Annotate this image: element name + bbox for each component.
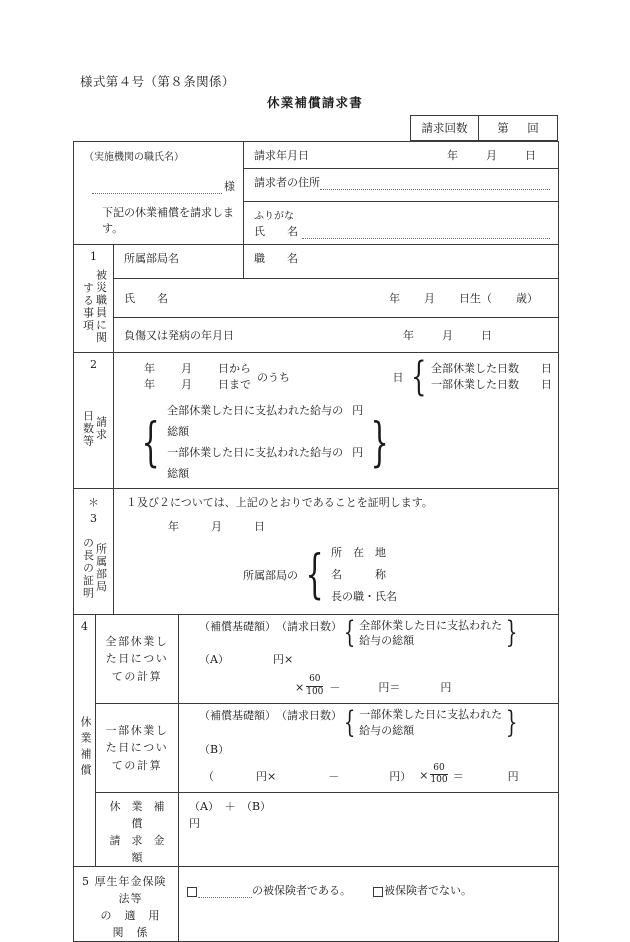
- leave-days-group: [406, 354, 552, 400]
- full-frac-denominator: 100: [306, 686, 324, 697]
- brace-partial-paid-right-icon: }: [505, 704, 518, 740]
- brace-dept-icon: {: [305, 544, 324, 605]
- header-row-1: [74, 142, 559, 169]
- full-minus: －: [329, 681, 341, 695]
- birth-day: 日生（: [459, 292, 492, 305]
- cert-day: 日: [254, 519, 265, 533]
- position-label: 職 名: [254, 252, 298, 265]
- full-yen-times: 円×: [272, 653, 294, 667]
- period-from[interactable]: [144, 361, 251, 377]
- section1-row-3: [74, 318, 559, 353]
- claim-count-value[interactable]: [479, 116, 557, 140]
- section2-content[interactable]: [114, 353, 559, 489]
- full-calc-row-label: 全部休業した日についての計算: [105, 634, 169, 683]
- section1-row-2: [74, 279, 559, 318]
- claimant-address-input[interactable]: [320, 178, 550, 190]
- brace-paid-right-icon: }: [505, 614, 518, 650]
- section5-options-cell[interactable]: [179, 867, 559, 942]
- agency-cell[interactable]: [74, 142, 244, 245]
- full-pay-total-label: 全部休業した日に支払われた給与の総額: [167, 404, 344, 438]
- honorific: 様: [224, 180, 235, 193]
- insured-checkbox[interactable]: [187, 887, 197, 897]
- dept-location[interactable]: 所 在 地: [331, 545, 387, 559]
- certification-text: １及び２については、上記のとおりであることを証明します。: [126, 495, 433, 509]
- section5-label-cell: [74, 867, 179, 942]
- partial-claim-days-label: （請求日数）: [276, 709, 342, 723]
- brace-left-icon: {: [410, 354, 426, 400]
- section3-label: [74, 488, 114, 614]
- full-yen-equals: 円＝: [378, 681, 401, 695]
- partial-pay-total-unit: 円: [352, 445, 364, 459]
- section3-row: [74, 488, 559, 614]
- age-value: 歳）: [516, 292, 538, 305]
- position-cell[interactable]: [244, 245, 559, 279]
- from-year: 年: [144, 362, 155, 376]
- partial-calc-row-label-cell: [96, 704, 179, 793]
- full-base-amount-label: （補償基礎額）: [199, 619, 276, 633]
- partial-calc-row-label: 一部休業した日についての計算: [105, 723, 169, 772]
- partial-leave-days[interactable]: [431, 377, 552, 393]
- partial-calc-cell[interactable]: [179, 704, 559, 793]
- period-to[interactable]: [144, 377, 251, 393]
- cert-year: 年: [168, 519, 179, 533]
- injury-day: 日: [481, 329, 492, 342]
- partial-yen-paren-close: 円）: [389, 769, 412, 783]
- partial-frac-numerator: 60: [433, 763, 445, 773]
- section4-full-row: [74, 614, 559, 704]
- section2-vertical-left: 日数等: [81, 409, 95, 448]
- full-leave-days[interactable]: [431, 361, 552, 377]
- total-label-cell: [96, 792, 179, 866]
- brace-partial-paid-left-icon: {: [343, 704, 356, 740]
- furigana-label: ふりがな: [254, 211, 294, 222]
- of-which-label: のうち: [257, 371, 290, 384]
- claim-date-month: 月: [486, 149, 497, 162]
- brace-paid-left-icon: {: [343, 614, 356, 650]
- not-insured-checkbox[interactable]: [373, 887, 383, 897]
- claim-count-suffix: 回: [527, 121, 539, 135]
- birth-month: 月: [424, 292, 435, 305]
- section4-vertical-label: 休業補償: [78, 716, 92, 781]
- section5-number: 5: [82, 875, 89, 889]
- dept-chief[interactable]: 長の職・氏名: [331, 589, 398, 603]
- days-unit: 日: [392, 371, 404, 384]
- section2-label: [74, 353, 114, 489]
- claim-count-label: 請求回数: [411, 116, 479, 140]
- section3-number: 3: [90, 511, 97, 525]
- total-yen: 円: [189, 816, 200, 830]
- partial-leave-days-label: 一部休業した日数: [431, 378, 519, 391]
- injury-year: 年: [403, 329, 414, 342]
- section1-label: [74, 245, 114, 353]
- partial-paid-label-line2: 給与の総額: [359, 723, 415, 737]
- total-label-line1: 休 業 補 償: [109, 799, 176, 830]
- partial-marker-b: （B）: [199, 743, 230, 756]
- partial-paren-open: （: [203, 769, 214, 783]
- full-marker-a: （A）: [199, 653, 229, 667]
- total-formula: （A） ＋ （B）: [189, 799, 272, 813]
- section1-row-1: [74, 245, 559, 279]
- partial-multiply: ×: [419, 769, 429, 783]
- partial-base-amount-label: （補償基礎額）: [199, 709, 276, 723]
- dept-items-group: [298, 542, 397, 608]
- partial-fraction: [430, 764, 447, 786]
- from-day: 日から: [218, 362, 251, 376]
- section2-number: 2: [90, 358, 97, 371]
- department-cell[interactable]: [114, 245, 244, 279]
- full-calc-cell[interactable]: [179, 614, 559, 704]
- from-month: 月: [181, 362, 192, 376]
- full-leave-days-unit: 日: [541, 362, 552, 376]
- request-statement: 下記の休業補償を請求します。: [102, 206, 234, 235]
- full-calc-row-label-cell: [96, 614, 179, 704]
- partial-paid-group: [340, 704, 521, 740]
- section3-vertical-right: 所属部局: [94, 543, 108, 594]
- to-day: 日まで: [218, 378, 251, 391]
- employee-name-label: 氏 名: [124, 292, 168, 305]
- full-paid-label-line1: 全部休業した日に支払われた: [359, 618, 503, 632]
- partial-equals: ＝: [452, 769, 464, 783]
- claim-count-prefix: 第: [497, 121, 509, 135]
- full-yen-result: 円: [440, 681, 452, 695]
- full-paid-label-line2: 給与の総額: [359, 633, 415, 647]
- page-title: 休業補償請求書: [267, 95, 363, 110]
- full-claim-days-label: （請求日数）: [276, 619, 342, 633]
- dept-name[interactable]: 名 称: [331, 567, 387, 581]
- section3-vertical-left: の長の証明: [81, 536, 95, 600]
- claim-date-day: 日: [525, 149, 536, 162]
- full-paid-group: [340, 614, 521, 650]
- claimant-name-label: 氏 名: [254, 225, 298, 238]
- agency-label: （実施機関の職氏名）: [84, 152, 184, 163]
- section4-partial-row: [74, 704, 559, 793]
- bracket-left-icon: {: [141, 412, 160, 473]
- section3-content[interactable]: [114, 488, 559, 614]
- claim-date-year: 年: [447, 149, 458, 162]
- cert-month: 月: [211, 519, 222, 533]
- not-insured-option-label: 被保険者でない。: [384, 884, 472, 898]
- claimant-name-input[interactable]: [302, 227, 550, 239]
- department-label: 所属部局名: [124, 252, 179, 265]
- claim-form-table: [73, 141, 559, 942]
- section5-row: [74, 867, 559, 942]
- form-id: 様式第４号（第８条関係）: [80, 74, 235, 89]
- section2-vertical-right: 請求: [94, 415, 108, 441]
- full-multiply: ×: [295, 680, 305, 694]
- partial-frac-denominator: 100: [430, 775, 448, 786]
- employee-name-cell[interactable]: [114, 279, 559, 318]
- claimant-name-cell[interactable]: [244, 202, 559, 245]
- full-pay-total[interactable]: [167, 401, 363, 443]
- injury-date-cell[interactable]: [114, 318, 559, 353]
- section3-asterisk: ＊: [88, 495, 99, 509]
- injury-date-label: 負傷又は発病の年月日: [124, 329, 234, 342]
- insurance-type-input[interactable]: [198, 886, 252, 898]
- section2-row: [74, 353, 559, 489]
- partial-pay-total-label: 一部休業した日に支払われた給与の総額: [167, 445, 344, 480]
- claimant-address-cell[interactable]: [244, 169, 559, 202]
- full-leave-days-label: 全部休業した日数: [431, 362, 519, 376]
- injury-month: 月: [442, 329, 453, 342]
- full-frac-numerator: 60: [309, 674, 321, 685]
- certification-date[interactable]: [126, 518, 550, 534]
- insured-option-label: の被保険者である。: [252, 884, 351, 898]
- section4-number: 4: [81, 619, 88, 633]
- partial-yen-result: 円: [507, 769, 519, 783]
- total-label-line2: 請 求 金 額: [109, 833, 176, 865]
- claim-date-cell[interactable]: [244, 142, 559, 169]
- total-amount-cell[interactable]: [179, 792, 559, 866]
- partial-leave-days-unit: 日: [541, 378, 552, 391]
- section4-label: [74, 614, 96, 867]
- section1-vertical-right: 被災職員に関: [94, 269, 108, 344]
- dept-prefix-label: 所属部局の: [242, 568, 298, 582]
- section5-label-line2: の 適 用 関 係: [100, 909, 173, 940]
- to-year: 年: [144, 378, 155, 391]
- birth-year: 年: [389, 292, 400, 305]
- section1-number: 1: [90, 250, 97, 263]
- section1-vertical-left: する事項: [81, 281, 95, 332]
- partial-yen-times: 円×: [256, 769, 277, 783]
- to-month: 月: [181, 378, 192, 391]
- claimant-address-label: 請求者の住所: [254, 176, 320, 189]
- partial-minus: －: [328, 769, 340, 783]
- section5-label-line1: 厚生年金保険法等: [94, 875, 167, 906]
- paid-totals-group: [134, 401, 396, 485]
- bracket-right-icon: }: [370, 412, 389, 473]
- partial-pay-total[interactable]: [167, 443, 363, 485]
- section4-total-row: [74, 792, 559, 866]
- full-pay-total-unit: 円: [352, 404, 364, 417]
- agency-name-field[interactable]: [92, 178, 235, 194]
- claim-count-box: [410, 115, 558, 141]
- full-fraction: [306, 675, 323, 697]
- agency-name-input[interactable]: [92, 182, 222, 194]
- claim-date-label: 請求年月日: [254, 149, 309, 162]
- partial-paid-label-line1: 一部休業した日に支払われた: [359, 708, 503, 722]
